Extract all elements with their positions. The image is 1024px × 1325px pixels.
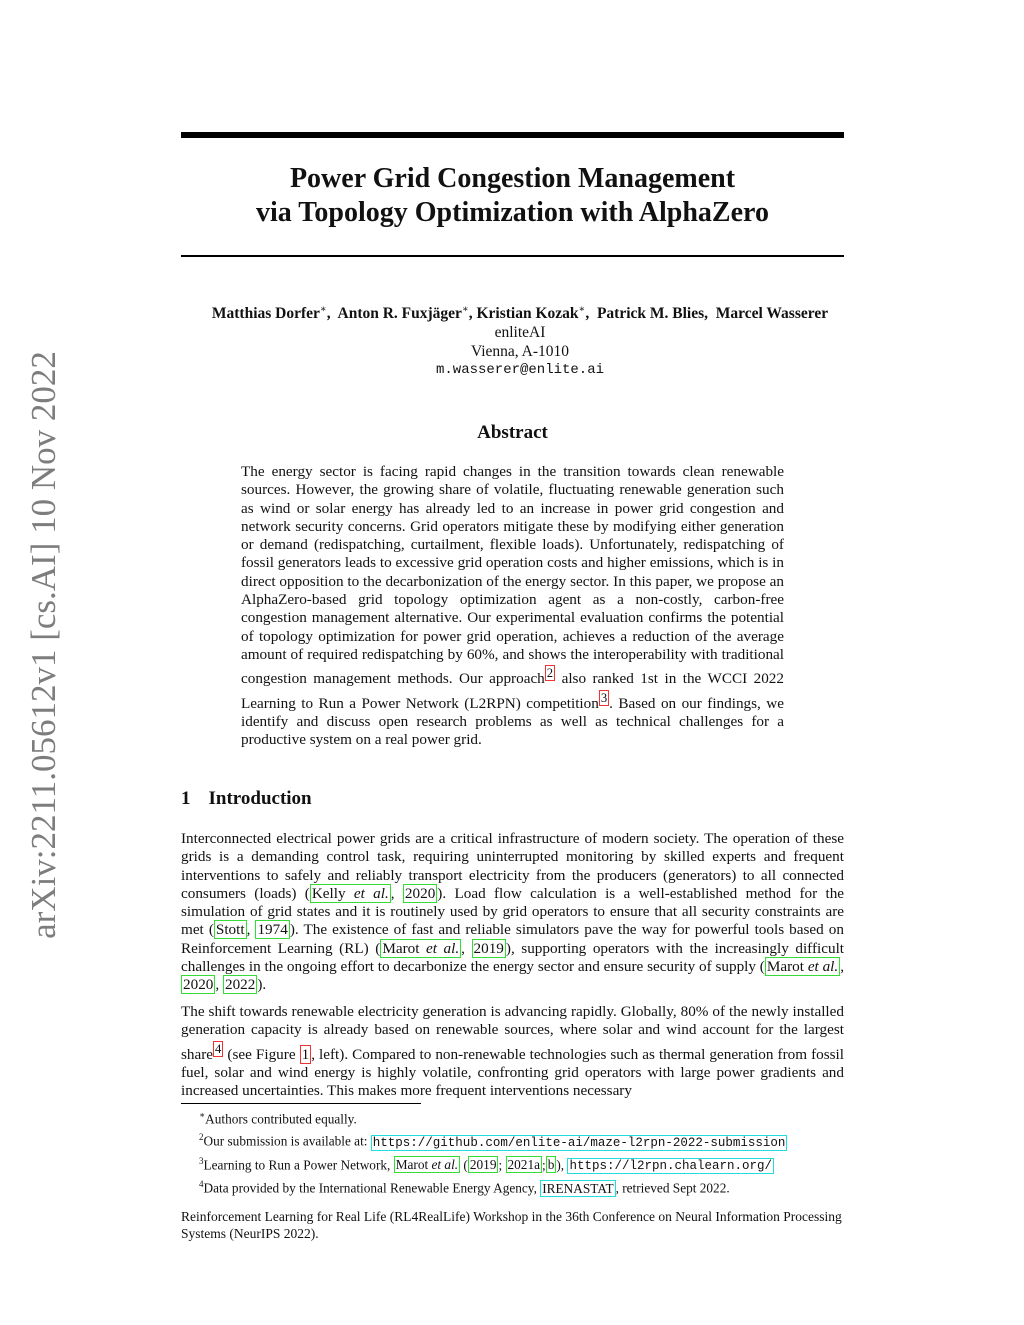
footnote-2: [199, 1128, 859, 1151]
cite-author: Marot: [382, 939, 420, 957]
footnote-mark: 2: [199, 1132, 204, 1143]
conference-note: Reinforcement Learning for Real Life (RL4RealLife) Workshop in the 36th Conference on Neural Information Processing Systems (NeurIPS 2022).: [181, 1209, 842, 1241]
abstract-body: [241, 463, 784, 750]
citation-marot-year[interactable]: 2019: [473, 939, 504, 957]
citation-marot-year-2022[interactable]: 2022: [224, 976, 256, 994]
github-link[interactable]: https://github.com/enlite-ai/maze-l2rpn-2022-submission: [372, 1135, 786, 1150]
author-2: Anton R. Fuxjäger: [337, 305, 462, 323]
text-run: ).: [257, 976, 267, 994]
title-rule-top: [181, 132, 844, 138]
footnote-4: [199, 1175, 859, 1197]
abstract-text-3: . Based on our findings, we identify and discuss open research problems as well as technical challenges for a productive system on a real power grid.: [241, 694, 785, 749]
citation-fn-b[interactable]: b: [547, 1157, 555, 1173]
footnote-mark: ∗: [199, 1110, 206, 1120]
irenastat-link[interactable]: IRENASTAT: [542, 1180, 614, 1196]
author-email: m.wasserer@enlite.ai: [435, 362, 605, 379]
equal-contrib-mark: ∗: [578, 304, 586, 315]
abstract-heading: Abstract: [477, 422, 548, 443]
abstract-text-2: also ranked 1st in the WCCI 2022 Learning to Run a Power Network (L2RPN) competition: [241, 670, 784, 712]
text-run: Interconnected electrical power grids are a critical infrastructure of modern society. The operation of these grids is a demanding control task, requiring uninterrupted monitoring by skilled experts and frequent interventions to safely and reliably transport electricity from the producers (generators) to all connected consumers (loads) (: [181, 830, 844, 902]
footnotes: [199, 1106, 859, 1198]
citation-marot[interactable]: [380, 939, 461, 958]
text-run: (see Figure: [223, 1045, 300, 1063]
footnote-text: Our submission is available at:: [203, 1133, 371, 1149]
footnote-rule: [181, 1103, 421, 1104]
author-city: Vienna, A-1010: [470, 343, 570, 361]
footnote-link-2[interactable]: 2: [546, 666, 554, 681]
citation-kelly[interactable]: [310, 884, 391, 903]
intro-paragraph-1: Interconnected electrical power grids are a critical infrastructure of modern society. The operation of these grids is a demanding control task, requiring uninterrupted monitoring by skilled experts and frequent interventions to safely and reliably transport electricity from the producers (generators) to all connected consumers (loads) ( Kelly et al. , 2020 ). Load flow calculation is a well-established method for the simulation of grid states and it is routinely used by grid operators to ensure that all security constraints are met ( Stott , 1974 ). The existence of fast and reliable simulators pave the way for powerful tools based on Reinforcement Learning (RL) ( Marot et al. , 2019 ), supporting operators with the increasingly difficult challenges in the ongoing effort to decarbonize the energy sector and ensure security of supply ( Marot et al. , 2020 , 2022 ).: [181, 830, 845, 994]
text-run: , left). Compared to non-renewable technologies such as thermal generation from fossil fuel, solar and wind energy is highly volatile, confronting grid operators with large power gradients and increased uncertainties. This makes more frequent interventions necessary: [181, 1045, 844, 1100]
citation-marot-2[interactable]: [765, 957, 840, 976]
cite-etal: et al.: [353, 884, 389, 902]
author-block: [170, 300, 870, 380]
cite-etal: et al.: [426, 939, 460, 957]
author-3: Kristian Kozak: [476, 305, 579, 323]
figure-ref-1[interactable]: 1: [301, 1045, 310, 1063]
section-number: 1: [181, 788, 191, 809]
footnote-text: Learning to Run a Power Network,: [203, 1157, 394, 1173]
l2rpn-link[interactable]: https://l2rpn.chalearn.org/: [569, 1159, 772, 1174]
author-5: Marcel Wasserer: [715, 305, 829, 323]
cite-etal: et al.: [431, 1157, 459, 1173]
title-line-2: via Topology Optimization with AlphaZero: [256, 197, 769, 228]
cite-author: Kelly: [311, 884, 346, 902]
citation-marot-fn[interactable]: [394, 1156, 460, 1173]
text-run: ). Load flow calculation is a well-established method for the simulation of grid states and it is routinely used by grid operators to ensure that all security constraints are met (: [181, 884, 845, 939]
text-run: ), supporting operators with the increasingly difficult challenges in the ongoing effort to decarbonize the energy sector and ensure security of supply (: [181, 939, 845, 976]
abstract-text-1: The energy sector is facing rapid changes in the transition towards clean renewable sources. However, the growing share of volatile, fluctuating renewable generation such as wind or solar energy has already led to an increase in power grid congestion and network security concerns. Grid operators mitigate these by modifying either generation or demand (redispatching, curtailment, flexible loads). Unfortunately, redispatching of fossil generators leads to excessive grid operation costs and higher emissions, which is in direct opposition to the decarbonization of the energy sector. In this paper, we propose an AlphaZero-based grid topology optimization agent as a non-costly, carbon-free congestion management alternative. Our experimental evaluation confirms the potential of topology optimization for power grid operation, achieves a reduction of the average amount of required redispatching by 60%, and shows the interoperability with traditional congestion management methods. Our approach: [241, 463, 784, 688]
footnote-text: Authors contributed equally.: [205, 1111, 357, 1127]
footnote-mark: 4: [199, 1179, 204, 1190]
citation-stott[interactable]: Stott: [215, 921, 245, 939]
author-4: Patrick M. Blies: [596, 305, 705, 323]
cite-author: Marot: [395, 1157, 429, 1173]
author-org: enliteAI: [494, 324, 546, 342]
title-rule-bottom: [181, 255, 844, 257]
footnote-3: $^3$Learning to Run a Power Network, Marot et al. ( 2019 ; 2021a ; b ), https://l2rpn.chalearn.org/: [199, 1155, 772, 1174]
text-run: ). The existence of fast and reliable simulators pave the way for powerful tools based on Reinforcement Learning (RL) (: [181, 921, 844, 957]
intro-paragraph-2: [181, 1003, 844, 1101]
equal-contrib-mark: ∗: [319, 304, 327, 315]
citation-kelly-year[interactable]: 2020: [404, 884, 436, 902]
footnote-link-4[interactable]: 4: [215, 1041, 222, 1056]
arxiv-stamp-text: arXiv:2211.05612v1 [cs.AI] 10 Nov 2022: [24, 351, 63, 939]
title-line-1: Power Grid Congestion Management: [289, 163, 736, 194]
cite-etal: et al.: [807, 958, 839, 976]
author-names: Matthias Dorfer∗, Anton R. Fuxjäger∗, Kristian Kozak∗, Patrick M. Blies, Marcel Wasserer: [211, 304, 829, 323]
footnote-link-3[interactable]: 3: [600, 690, 608, 705]
cite-author: Marot: [766, 958, 804, 976]
text-run: The shift towards renewable electricity generation is advancing rapidly. Globally, 80% of the newly installed generation capacity is already based on renewable sources, where solar and wind account for the largest share: [181, 1003, 844, 1063]
author-1: Matthias Dorfer: [211, 305, 320, 323]
citation-fn-2019[interactable]: 2019: [469, 1157, 497, 1173]
citation-stott-year[interactable]: 1974: [257, 921, 288, 939]
section-heading-introduction: [181, 788, 312, 810]
equal-contrib-mark: ∗: [461, 304, 469, 315]
paper-title: [181, 162, 844, 230]
footnote-text: Data provided by the International Renewable Energy Agency,: [203, 1180, 541, 1196]
arxiv-stamp: [14, 345, 74, 945]
citation-marot-year-2020[interactable]: 2020: [183, 976, 214, 994]
citation-fn-2021a[interactable]: 2021a: [507, 1157, 540, 1173]
footnote-mark: 3: [199, 1155, 204, 1166]
section-title: Introduction: [208, 788, 312, 809]
footnote-1: [199, 1106, 859, 1128]
footnote-text: , retrieved Sept 2022.: [615, 1180, 730, 1196]
